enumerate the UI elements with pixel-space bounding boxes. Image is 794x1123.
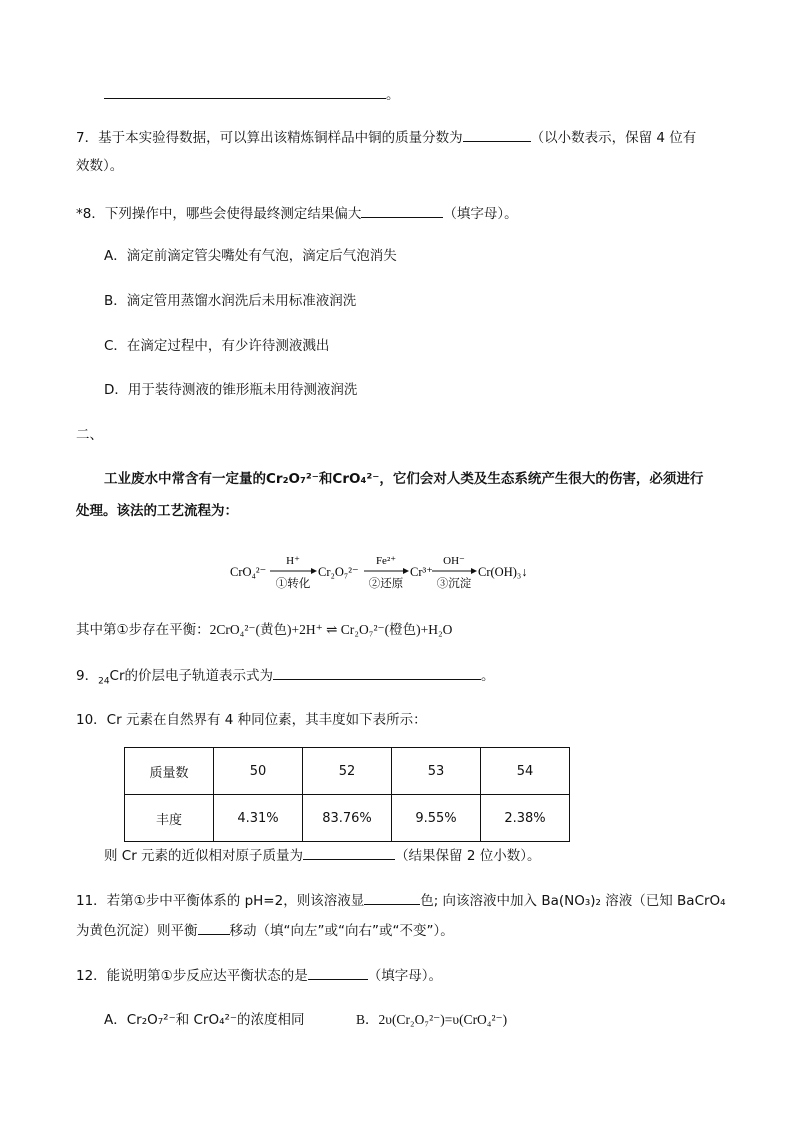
species-chromate: CrO₄²⁻: [230, 565, 267, 579]
q8-option-d: D．用于装待测液的锥形瓶未用待测液润洗: [104, 382, 358, 398]
equilibrium-line: 其中第①步存在平衡：2CrO₄²⁻(黄色)+2H⁺ ⇌ Cr₂O₇²⁻(橙色)+H₂O: [76, 622, 453, 638]
species-cr-oh3: Cr(OH)₃↓: [478, 565, 528, 579]
answer-blank-q10[interactable]: [303, 845, 395, 860]
table-row-mass: [125, 748, 570, 795]
table-cell: 52: [303, 748, 392, 795]
species-cr3: Cr³⁺: [410, 565, 433, 579]
reagent-fe2: Fe²⁺: [375, 555, 397, 567]
question-12: 12．能说明第①步反应达平衡状态的是 （填字母）。: [76, 965, 442, 986]
question-11-cont: 为黄色沉淀）则平衡 移动（填“向左”或“向右”或“不变”）。: [76, 920, 454, 941]
table-cell: 50: [214, 748, 303, 795]
answer-blank[interactable]: [104, 84, 386, 99]
table-cell: 54: [481, 748, 570, 795]
reagent-h-plus: H⁺: [286, 555, 300, 567]
table-header-abundance: 丰度: [125, 795, 214, 842]
question-8: *8．下列操作中，哪些会使得最终测定结果偏大 （填字母）。: [76, 203, 518, 224]
formula-dichromate: Cr₂O₇²⁻: [266, 471, 319, 487]
answer-blank-q8[interactable]: [361, 203, 443, 218]
question-7-cont: 效数）。: [76, 158, 124, 174]
question-7: 7．基于本实验得数据，可以算出该精炼铜样品中铜的质量分数为 （以小数表示，保留 4 位有: [76, 127, 696, 148]
formula-chromate: CrO₄²⁻: [332, 471, 380, 487]
step-2-label: ②还原: [368, 578, 404, 590]
q12-option-a: A．Cr₂O₇²⁻和 CrO₄²⁻的浓度相同: [104, 1012, 305, 1028]
q8-option-c: C．在滴定过程中，有少许待测液溅出: [104, 338, 330, 354]
species-dichromate: Cr₂O₇²⁻: [318, 565, 359, 579]
step-1-label: ①转化: [275, 578, 311, 590]
answer-line-6: 。: [104, 84, 400, 105]
table-row-abundance: [125, 795, 570, 842]
table-cell: 4.31%: [214, 795, 303, 842]
question-10-answer: 则 Cr 元素的近似相对原子质量为 （结果保留 2 位小数）。: [104, 845, 540, 866]
table-cell: 9.55%: [392, 795, 481, 842]
table-cell: 2.38%: [481, 795, 570, 842]
answer-blank-q11a[interactable]: [364, 890, 420, 905]
q12-option-b: B．2υ(Cr₂O₇²⁻)=υ(CrO₄²⁻): [356, 1012, 508, 1027]
isotope-table: [124, 747, 570, 842]
table-cell: 53: [392, 748, 481, 795]
section-heading: 二、: [76, 427, 103, 443]
answer-blank-q9[interactable]: [273, 665, 481, 680]
q8-option-a: A．滴定前滴定管尖嘴处有气泡，滴定后气泡消失: [104, 248, 397, 264]
reagent-oh: OH⁻: [443, 555, 465, 567]
step-3-label: ③沉淀: [436, 578, 472, 590]
process-flow-diagram: [228, 549, 538, 597]
question-11: 11．若第①步中平衡体系的 pH=2，则该溶液显 色; 向该溶液中加入 Ba(NO₃)₂ 溶液（已知 BaCrO₄: [76, 890, 726, 911]
answer-blank-q12[interactable]: [308, 965, 368, 980]
equilibrium-equation: 2CrO₄²⁻(黄色)+2H⁺ ⇌ Cr₂O₇²⁻(橙色)+H₂O: [209, 622, 453, 637]
intro-paragraph-line2: 处理。该法的工艺流程为：: [76, 503, 238, 519]
question-9: 9．$_{24}$Cr的价层电子轨道表示式为 。: [76, 665, 495, 686]
atomic-number: 24: [98, 676, 110, 687]
answer-blank-q11b[interactable]: [198, 920, 230, 935]
q8-option-b: B．滴定管用蒸馏水润洗后未用标准液润洗: [104, 293, 357, 309]
answer-blank-q7[interactable]: [463, 127, 531, 142]
table-header-mass: 质量数: [125, 748, 214, 795]
question-10: 10．Cr 元素在自然界有 4 种同位素，其丰度如下表所示：: [76, 712, 427, 728]
intro-paragraph: 工业废水中常含有一定量的Cr₂O₇²⁻和CrO₄²⁻，它们会对人类及生态系统产生很大的伤害，必须进行: [104, 471, 704, 487]
table-cell: 83.76%: [303, 795, 392, 842]
